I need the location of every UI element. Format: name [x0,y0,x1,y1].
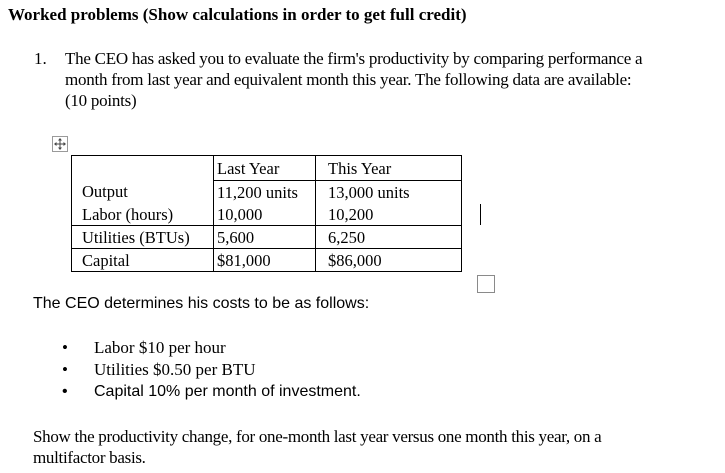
table-header-cell[interactable]: This Year [316,156,462,181]
list-item [0,381,361,403]
table-cell[interactable]: 10,200 [316,203,462,226]
question-line: month from last year and equivalent month this year. The following data are available: [65,70,632,89]
table-row [72,226,462,249]
table-cell[interactable]: $81,000 [214,249,316,272]
table-cell[interactable]: 5,600 [214,226,316,249]
question-line: The CEO has asked you to evaluate the firm's productivity by comparing performance a [65,49,643,68]
table-header-cell[interactable]: Last Year [214,156,316,181]
question-number: 1. [34,49,47,68]
costs-intro: The CEO determines his costs to be as follows: [33,295,370,312]
costs-list [0,337,361,403]
question-text [65,48,725,111]
list-item-text: Utilities $0.50 per BTU [94,360,256,379]
table-cell[interactable]: Labor (hours) [72,203,214,226]
instruction-line: multifactor basis. [33,448,146,467]
list-item [0,359,361,381]
list-item [0,337,361,359]
table-cell[interactable]: 6,250 [316,226,462,249]
data-table [71,155,462,272]
table-cell[interactable]: 13,000 units [316,181,462,204]
bullet-icon: • [62,338,68,357]
table-header-row [72,156,462,181]
table-resize-handle[interactable] [477,275,495,293]
bullet-icon: • [62,360,68,379]
table-cell[interactable]: Output [72,181,214,204]
table-row [72,249,462,272]
instruction-text [33,426,723,468]
bullet-icon: • [62,383,68,400]
table-cell[interactable]: 10,000 [214,203,316,226]
table-row [72,181,462,204]
table-row [72,203,462,226]
table-cell[interactable]: Capital [72,249,214,272]
list-item-text: Labor $10 per hour [94,338,226,357]
question-line: (10 points) [65,91,137,110]
table-move-handle-icon[interactable] [52,136,68,152]
page-title: Worked problems (Show calculations in order to get full credit) [8,5,467,24]
text-cursor [480,204,481,225]
table-cell[interactable]: 11,200 units [214,181,316,204]
instruction-line: Show the productivity change, for one-month last year versus one month this year, on a [33,427,602,446]
table-header-cell[interactable] [72,156,214,181]
list-item-text: Capital 10% per month of investment. [94,383,361,400]
table-cell[interactable]: Utilities (BTUs) [72,226,214,249]
table-cell[interactable]: $86,000 [316,249,462,272]
